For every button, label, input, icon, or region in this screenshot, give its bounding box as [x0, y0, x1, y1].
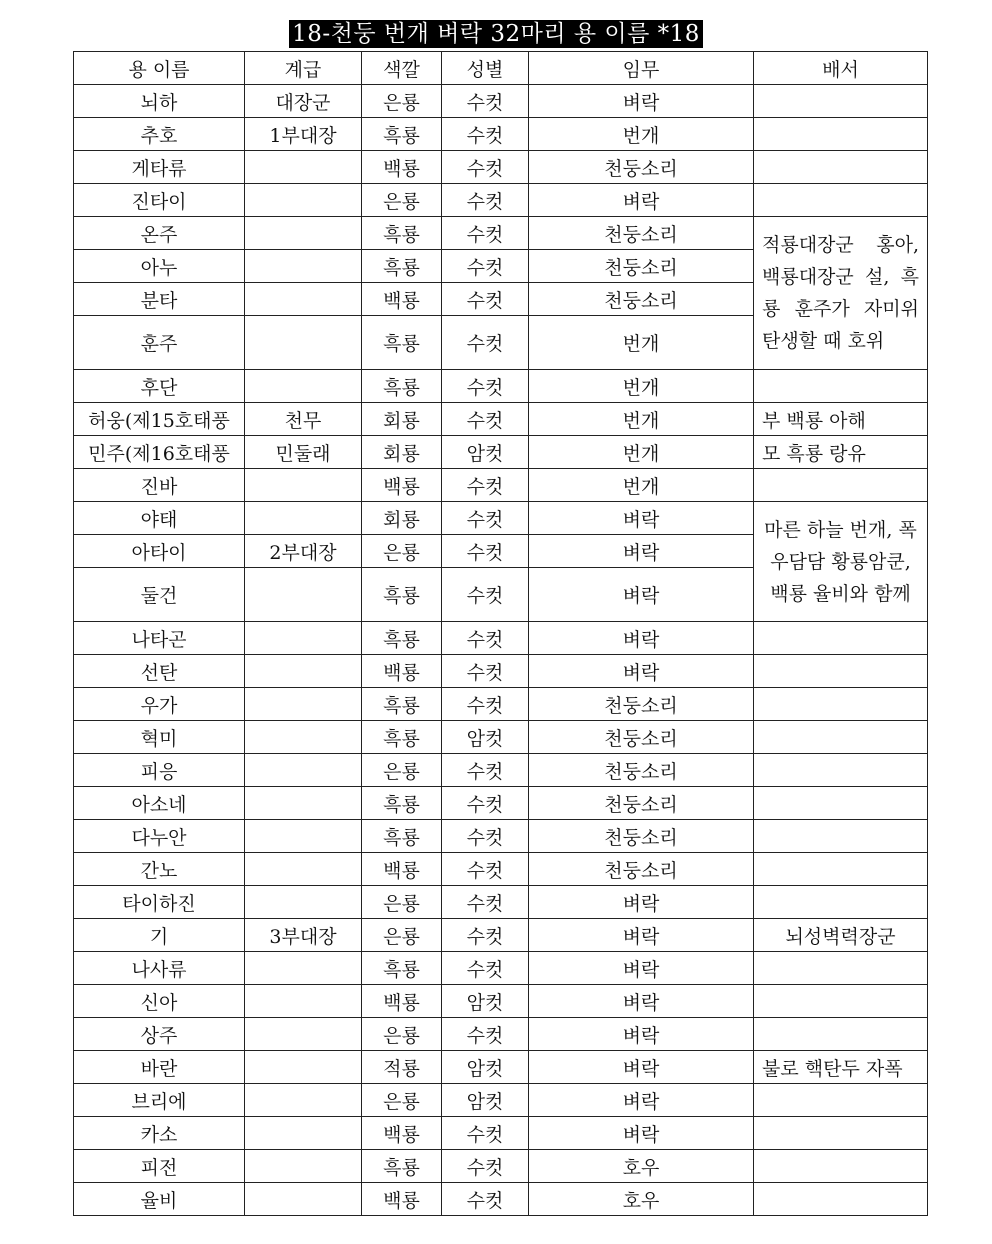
duty-cell: 천둥소리 — [529, 820, 754, 853]
note-cell — [754, 820, 928, 853]
duty-cell: 번개 — [529, 403, 754, 436]
duty-cell: 번개 — [529, 316, 754, 370]
color-cell: 흑룡 — [362, 622, 442, 655]
note-cell — [754, 118, 928, 151]
table-row — [74, 985, 928, 1018]
table-row — [74, 151, 928, 184]
color-cell: 흑룡 — [362, 787, 442, 820]
sex-cell: 수컷 — [442, 1183, 529, 1216]
sex-cell: 수컷 — [442, 316, 529, 370]
sex-cell: 수컷 — [442, 469, 529, 502]
duty-cell: 벼락 — [529, 655, 754, 688]
dragon-name-cell: 훈주 — [74, 316, 245, 370]
table-row — [74, 1183, 928, 1216]
color-cell: 백룡 — [362, 283, 442, 316]
note-cell — [754, 622, 928, 655]
table-row — [74, 1018, 928, 1051]
color-cell: 은룡 — [362, 1018, 442, 1051]
note-cell — [754, 370, 928, 403]
sex-cell: 암컷 — [442, 1051, 529, 1084]
duty-cell: 벼락 — [529, 622, 754, 655]
duty-cell: 천둥소리 — [529, 688, 754, 721]
rank-cell: 3부대장 — [245, 919, 362, 952]
color-cell: 적룡 — [362, 1051, 442, 1084]
column-header-rank: 계급 — [245, 52, 362, 85]
table-row — [74, 1051, 928, 1084]
note-cell — [754, 721, 928, 754]
note-cell — [754, 85, 928, 118]
duty-cell: 벼락 — [529, 535, 754, 568]
note-cell — [754, 184, 928, 217]
dragon-name-cell: 진바 — [74, 469, 245, 502]
table-row — [74, 853, 928, 886]
dragon-name-cell: 율비 — [74, 1183, 245, 1216]
header-row — [74, 52, 928, 85]
duty-cell: 천둥소리 — [529, 853, 754, 886]
rank-cell — [245, 184, 362, 217]
rank-cell — [245, 853, 362, 886]
color-cell: 흑룡 — [362, 721, 442, 754]
color-cell: 백룡 — [362, 853, 442, 886]
note-cell — [754, 985, 928, 1018]
rank-cell — [245, 655, 362, 688]
duty-cell: 천둥소리 — [529, 250, 754, 283]
color-cell: 은룡 — [362, 535, 442, 568]
rank-cell — [245, 568, 362, 622]
document-title: 18-천둥 번개 벼락 32마리 용 이름 *18 — [289, 20, 703, 48]
rank-cell — [245, 985, 362, 1018]
table-row — [74, 184, 928, 217]
duty-cell: 번개 — [529, 436, 754, 469]
note-cell — [754, 1150, 928, 1183]
sex-cell: 수컷 — [442, 820, 529, 853]
duty-cell: 번개 — [529, 118, 754, 151]
duty-cell: 천둥소리 — [529, 217, 754, 250]
dragon-name-cell: 브리에 — [74, 1084, 245, 1117]
color-cell: 은룡 — [362, 1084, 442, 1117]
dragon-name-cell: 둘건 — [74, 568, 245, 622]
rank-cell — [245, 370, 362, 403]
color-cell: 백룡 — [362, 655, 442, 688]
table-row — [74, 622, 928, 655]
duty-cell: 벼락 — [529, 952, 754, 985]
dragon-name-cell: 선탄 — [74, 655, 245, 688]
title-wrap — [0, 20, 992, 48]
table-row — [74, 952, 928, 985]
column-header-duty: 임무 — [529, 52, 754, 85]
rank-cell — [245, 952, 362, 985]
dragon-roster-table — [73, 51, 928, 1216]
color-cell: 흑룡 — [362, 1150, 442, 1183]
color-cell: 흑룡 — [362, 217, 442, 250]
duty-cell: 벼락 — [529, 85, 754, 118]
duty-cell: 천둥소리 — [529, 754, 754, 787]
table-row — [74, 787, 928, 820]
duty-cell: 벼락 — [529, 919, 754, 952]
sex-cell: 수컷 — [442, 952, 529, 985]
rank-cell — [245, 1084, 362, 1117]
duty-cell: 호우 — [529, 1183, 754, 1216]
color-cell: 흑룡 — [362, 820, 442, 853]
duty-cell: 벼락 — [529, 502, 754, 535]
sex-cell: 수컷 — [442, 1150, 529, 1183]
color-cell: 흑룡 — [362, 118, 442, 151]
sex-cell: 수컷 — [442, 853, 529, 886]
rank-cell: 대장군 — [245, 85, 362, 118]
sex-cell: 수컷 — [442, 1018, 529, 1051]
color-cell: 회룡 — [362, 502, 442, 535]
note-cell — [754, 1117, 928, 1150]
duty-cell: 벼락 — [529, 1018, 754, 1051]
sex-cell: 수컷 — [442, 118, 529, 151]
dragon-name-cell: 아소네 — [74, 787, 245, 820]
dragon-name-cell: 아누 — [74, 250, 245, 283]
rank-cell — [245, 886, 362, 919]
note-cell — [754, 655, 928, 688]
sex-cell: 수컷 — [442, 688, 529, 721]
dragon-name-cell: 혁미 — [74, 721, 245, 754]
dragon-name-cell: 나사류 — [74, 952, 245, 985]
rank-cell — [245, 469, 362, 502]
color-cell: 흑룡 — [362, 316, 442, 370]
dragon-name-cell: 뇌하 — [74, 85, 245, 118]
color-cell: 흑룡 — [362, 370, 442, 403]
table-row — [74, 370, 928, 403]
rank-cell — [245, 217, 362, 250]
color-cell: 흑룡 — [362, 568, 442, 622]
dragon-name-cell: 기 — [74, 919, 245, 952]
table-row — [74, 886, 928, 919]
table-row — [74, 1150, 928, 1183]
column-header-name: 용 이름 — [74, 52, 245, 85]
sex-cell: 수컷 — [442, 886, 529, 919]
duty-cell: 벼락 — [529, 1051, 754, 1084]
rank-cell — [245, 820, 362, 853]
note-cell — [754, 688, 928, 721]
sex-cell: 수컷 — [442, 754, 529, 787]
sex-cell: 수컷 — [442, 403, 529, 436]
table-row — [74, 502, 928, 535]
rank-cell — [245, 754, 362, 787]
sex-cell: 수컷 — [442, 535, 529, 568]
table-row — [74, 469, 928, 502]
dragon-name-cell: 민주(제16호태풍 — [74, 436, 245, 469]
color-cell: 은룡 — [362, 184, 442, 217]
duty-cell: 번개 — [529, 469, 754, 502]
table-row — [74, 754, 928, 787]
note-cell — [754, 1084, 928, 1117]
rank-cell — [245, 316, 362, 370]
rank-cell — [245, 283, 362, 316]
dragon-name-cell: 추호 — [74, 118, 245, 151]
table-row — [74, 217, 928, 250]
sex-cell: 암컷 — [442, 985, 529, 1018]
merged-note-cell: 적룡대장군 홍아, 백룡대장군 설, 흑룡 훈주가 자미위 탄생할 때 호위 — [754, 217, 928, 370]
sex-cell: 암컷 — [442, 1084, 529, 1117]
duty-cell: 천둥소리 — [529, 151, 754, 184]
dragon-name-cell: 진타이 — [74, 184, 245, 217]
sex-cell: 수컷 — [442, 184, 529, 217]
duty-cell: 번개 — [529, 370, 754, 403]
dragon-name-cell: 우가 — [74, 688, 245, 721]
color-cell: 회룡 — [362, 403, 442, 436]
sex-cell: 암컷 — [442, 721, 529, 754]
rank-cell — [245, 502, 362, 535]
dragon-name-cell: 야태 — [74, 502, 245, 535]
rank-cell — [245, 622, 362, 655]
color-cell: 흑룡 — [362, 250, 442, 283]
column-header-color: 색깔 — [362, 52, 442, 85]
note-cell — [754, 952, 928, 985]
rank-cell: 천무 — [245, 403, 362, 436]
duty-cell: 벼락 — [529, 1117, 754, 1150]
color-cell: 흑룡 — [362, 688, 442, 721]
table-row — [74, 721, 928, 754]
rank-cell — [245, 1018, 362, 1051]
color-cell: 백룡 — [362, 469, 442, 502]
color-cell: 백룡 — [362, 1117, 442, 1150]
dragon-name-cell: 간노 — [74, 853, 245, 886]
dragon-name-cell: 후단 — [74, 370, 245, 403]
duty-cell: 벼락 — [529, 985, 754, 1018]
rank-cell — [245, 1183, 362, 1216]
sex-cell: 수컷 — [442, 622, 529, 655]
duty-cell: 천둥소리 — [529, 283, 754, 316]
note-cell — [754, 754, 928, 787]
duty-cell: 벼락 — [529, 568, 754, 622]
table-row — [74, 85, 928, 118]
color-cell: 백룡 — [362, 985, 442, 1018]
rank-cell: 2부대장 — [245, 535, 362, 568]
sex-cell: 수컷 — [442, 919, 529, 952]
sex-cell: 수컷 — [442, 502, 529, 535]
table-row — [74, 655, 928, 688]
color-cell: 흑룡 — [362, 952, 442, 985]
table-row — [74, 1084, 928, 1117]
duty-cell: 호우 — [529, 1150, 754, 1183]
color-cell: 은룡 — [362, 886, 442, 919]
dragon-name-cell: 분타 — [74, 283, 245, 316]
sex-cell: 수컷 — [442, 217, 529, 250]
note-cell: 뇌성벽력장군 — [754, 919, 928, 952]
table-row — [74, 403, 928, 436]
dragon-name-cell: 피응 — [74, 754, 245, 787]
rank-cell — [245, 1051, 362, 1084]
rank-cell — [245, 787, 362, 820]
sex-cell: 암컷 — [442, 436, 529, 469]
table-row — [74, 436, 928, 469]
rank-cell: 1부대장 — [245, 118, 362, 151]
dragon-name-cell: 타이하진 — [74, 886, 245, 919]
sex-cell: 수컷 — [442, 370, 529, 403]
dragon-name-cell: 게타류 — [74, 151, 245, 184]
color-cell: 회룡 — [362, 436, 442, 469]
rank-cell — [245, 721, 362, 754]
column-header-sex: 성별 — [442, 52, 529, 85]
sex-cell: 수컷 — [442, 787, 529, 820]
dragon-name-cell: 피전 — [74, 1150, 245, 1183]
duty-cell: 벼락 — [529, 886, 754, 919]
duty-cell: 벼락 — [529, 1084, 754, 1117]
table-row — [74, 919, 928, 952]
dragon-name-cell: 상주 — [74, 1018, 245, 1051]
note-cell — [754, 1018, 928, 1051]
note-cell — [754, 886, 928, 919]
note-cell: 모 흑룡 랑유 — [754, 436, 928, 469]
dragon-name-cell: 다누안 — [74, 820, 245, 853]
sex-cell: 수컷 — [442, 283, 529, 316]
dragon-name-cell: 신아 — [74, 985, 245, 1018]
rank-cell — [245, 250, 362, 283]
sex-cell: 수컷 — [442, 85, 529, 118]
table-row — [74, 820, 928, 853]
table-row — [74, 118, 928, 151]
table-row — [74, 688, 928, 721]
color-cell: 백룡 — [362, 151, 442, 184]
rank-cell — [245, 1150, 362, 1183]
note-cell — [754, 787, 928, 820]
rank-cell — [245, 1117, 362, 1150]
dragon-name-cell: 나타곤 — [74, 622, 245, 655]
dragon-name-cell: 카소 — [74, 1117, 245, 1150]
color-cell: 은룡 — [362, 85, 442, 118]
note-cell — [754, 151, 928, 184]
dragon-name-cell: 바란 — [74, 1051, 245, 1084]
dragon-name-cell: 아타이 — [74, 535, 245, 568]
duty-cell: 벼락 — [529, 184, 754, 217]
merged-note-cell: 마른 하늘 번개, 폭우담담 황룡암쿤, 백룡 율비와 함께 — [754, 502, 928, 622]
note-cell — [754, 469, 928, 502]
dragon-name-cell: 온주 — [74, 217, 245, 250]
table-row — [74, 1117, 928, 1150]
sex-cell: 수컷 — [442, 568, 529, 622]
column-header-note: 배서 — [754, 52, 928, 85]
note-cell — [754, 853, 928, 886]
sex-cell: 수컷 — [442, 151, 529, 184]
color-cell: 은룡 — [362, 754, 442, 787]
rank-cell — [245, 151, 362, 184]
sex-cell: 수컷 — [442, 250, 529, 283]
sex-cell: 수컷 — [442, 655, 529, 688]
dragon-name-cell: 허웅(제15호태풍 — [74, 403, 245, 436]
rank-cell: 민둘래 — [245, 436, 362, 469]
duty-cell: 천둥소리 — [529, 721, 754, 754]
note-cell: 부 백룡 아해 — [754, 403, 928, 436]
note-cell — [754, 1183, 928, 1216]
note-cell: 불로 핵탄두 자폭 — [754, 1051, 928, 1084]
sex-cell: 수컷 — [442, 1117, 529, 1150]
duty-cell: 천둥소리 — [529, 787, 754, 820]
rank-cell — [245, 688, 362, 721]
color-cell: 백룡 — [362, 1183, 442, 1216]
color-cell: 은룡 — [362, 919, 442, 952]
